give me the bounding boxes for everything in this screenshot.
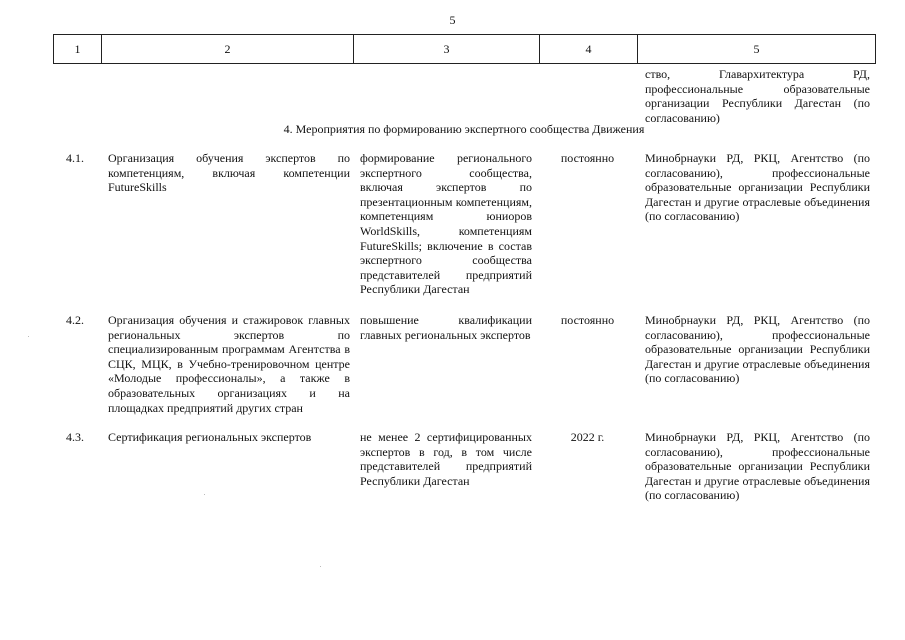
scan-speck xyxy=(28,336,29,337)
row-number: 4.1. xyxy=(66,151,84,165)
row-term: 2022 г. xyxy=(570,430,605,444)
row-result: не менее 2 сертифицированных экспертов в год, в том числе представителей предприятий Республики Дагестан xyxy=(360,430,532,488)
column-header-3: 3 xyxy=(354,35,540,64)
column-header-4: 4 xyxy=(540,35,638,64)
row-number: 4.3. xyxy=(66,430,84,444)
row-activity: Сертификация региональных экспертов xyxy=(108,430,312,444)
row-result: повышение квалификации главных региональных экспертов xyxy=(360,313,532,342)
column-header-5: 5 xyxy=(638,35,876,64)
row-result: формирование регионального экспертного сообщества, включая экспертов по презентационным компетенциям, компетенциям юниоров WorldSkills, компетенциям FutureSkills; включение в состав экспертного сообщества представителей предприятий Республики Дагестан xyxy=(360,151,532,297)
scan-speck xyxy=(320,566,321,567)
continuation-responsible-cell: ство, Главархитектура РД, профессиональные образовательные организации Республики Дагестан (по согласованию) xyxy=(645,67,870,125)
row-responsible: Минобрнауки РД, РКЦ, Агентство (по согласованию), профессиональные образовательные организации Республики Дагестан и другие отраслевые объединения (по согласованию) xyxy=(645,151,870,224)
column-header-1: 1 xyxy=(54,35,102,64)
row-number: 4.2. xyxy=(66,313,84,327)
column-header-table xyxy=(53,34,876,64)
row-responsible: Минобрнауки РД, РКЦ, Агентство (по согласованию), профессиональные образовательные организации Республики Дагестан и другие отраслевые объединения (по согласованию) xyxy=(645,313,870,386)
row-activity: Организация обучения экспертов по компетенциям, включая компетенции FutureSkills xyxy=(108,151,350,195)
section-title: 4. Мероприятия по формированию экспертного сообщества Движения xyxy=(283,122,645,136)
row-responsible: Минобрнауки РД, РКЦ, Агентство (по согласованию), профессиональные образовательные организации Республики Дагестан и другие отраслевые объединения (по согласованию) xyxy=(645,430,870,503)
scan-speck xyxy=(204,494,205,495)
column-header-row xyxy=(54,35,876,64)
row-term: постоянно xyxy=(560,313,615,327)
page-number: 5 xyxy=(449,13,456,27)
row-term: постоянно xyxy=(560,151,615,165)
column-header-2: 2 xyxy=(102,35,354,64)
row-activity: Организация обучения и стажировок главных региональных экспертов по специализированным программам Агентства в СЦК, МЦК, в Учебно-тренировочном центре «Молодые профессионалы», а также в образовательных организациях и на площадках предприятий других стран xyxy=(108,313,350,415)
